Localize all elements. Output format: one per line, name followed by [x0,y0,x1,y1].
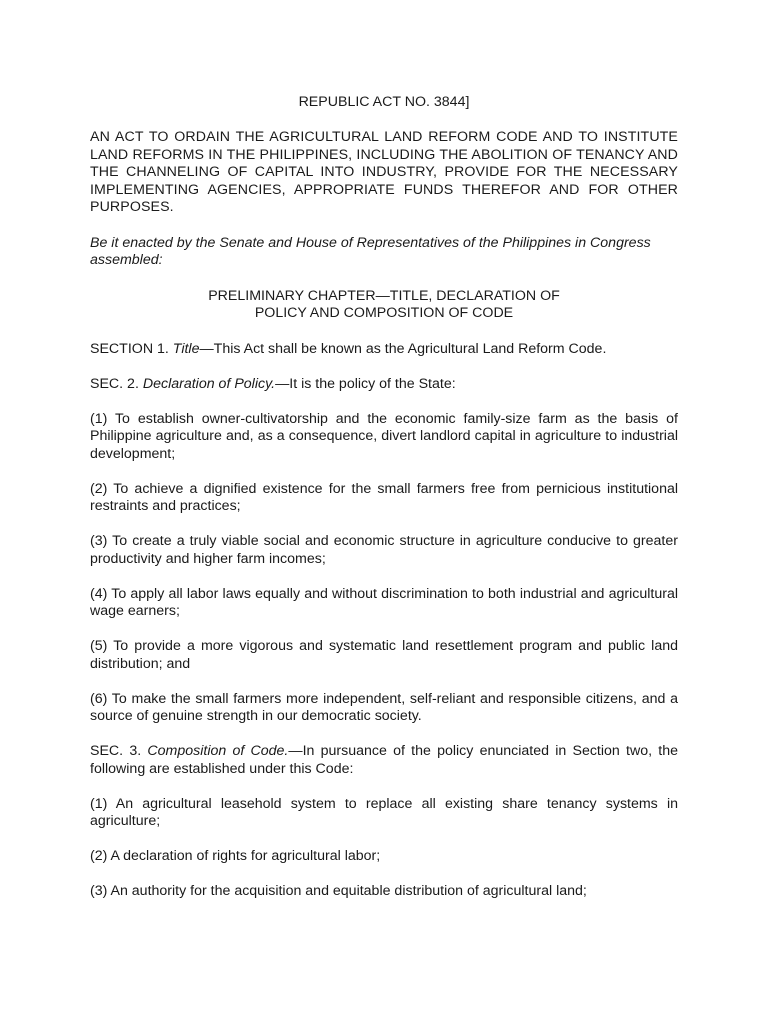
enacting-clause [90,235,678,270]
section-2-item: (5) To provide a more vigorous and systematic land resettlement program and public land distribution; and [90,638,678,672]
section-1 [90,341,678,359]
section-2 [90,376,678,394]
chapter-heading [90,288,678,323]
section-3-item: (2) A declaration of rights for agricultural labor; [90,848,381,864]
section-2-item: (4) To apply all labor laws equally and without discrimination to both industrial and agricultural wage earners; [90,585,678,619]
section-3-item: (1) An agricultural leasehold system to replace all existing share tenancy systems in agriculture; [90,795,678,829]
section-2-item: (2) To achieve a dignified existence for the small farmers free from pernicious institutional restraints and practices; [90,480,678,514]
section-1-body: —This Act shall be known as the Agricultural Land Reform Code. [199,340,607,357]
section-3-body: —In pursuance of the policy enunciated in Section two, the following are established under this Code: [90,743,678,777]
section-3-item: (3) An authority for the acquisition and equitable distribution of agricultural land; [90,883,587,899]
section-2-item: (6) To make the small farmers more independent, self-reliant and responsible citizens, and a source of genuine strength in our democratic society. [90,690,678,724]
section-1-heading: Title [172,340,200,357]
section-3 [90,743,678,778]
section-1-prefix: SECTION 1. [90,340,173,357]
section-2-heading: Declaration of Policy. [142,375,276,392]
act-title: AN ACT TO ORDAIN THE AGRICULTURAL LAND REFORM CODE AND TO INSTITUTE LAND REFORMS IN THE PHILIPPINES, INCLUDING THE ABOLITION OF TENANCY AND THE CHANNELING OF CAPITAL INTO INDUSTRY, PROVIDE FOR THE NECESSARY IMPLEMENTING AGENCIES, APPROPRIATE FUNDS THEREFOR AND FOR OTHER PURPOSES. [90,129,678,215]
section-2-item: (1) To establish owner-cultivatorship and the economic family-size farm as the basis of Philippine agriculture and, as a consequence, divert landlord capital in agriculture to industrial development; [90,410,678,462]
section-3-prefix: SEC. 3. [90,743,148,759]
act-number: REPUBLIC ACT NO. 3844] [298,94,470,110]
enacting-clause-text: Be it enacted by the Senate and House of Representatives of the Philippines in Congress assembled: [90,234,651,268]
section-3-heading: Composition of Code. [147,743,289,759]
section-2-body: —It is the policy of the State: [275,375,456,392]
chapter-heading-line2: POLICY AND COMPOSITION OF CODE [254,305,514,321]
section-2-prefix: SEC. 2. [90,375,143,392]
section-2-item: (3) To create a truly viable social and economic structure in agriculture conducive to greater productivity and higher farm incomes; [90,533,678,567]
chapter-heading-line1: PRELIMINARY CHAPTER—TITLE, DECLARATION OF [208,287,560,304]
